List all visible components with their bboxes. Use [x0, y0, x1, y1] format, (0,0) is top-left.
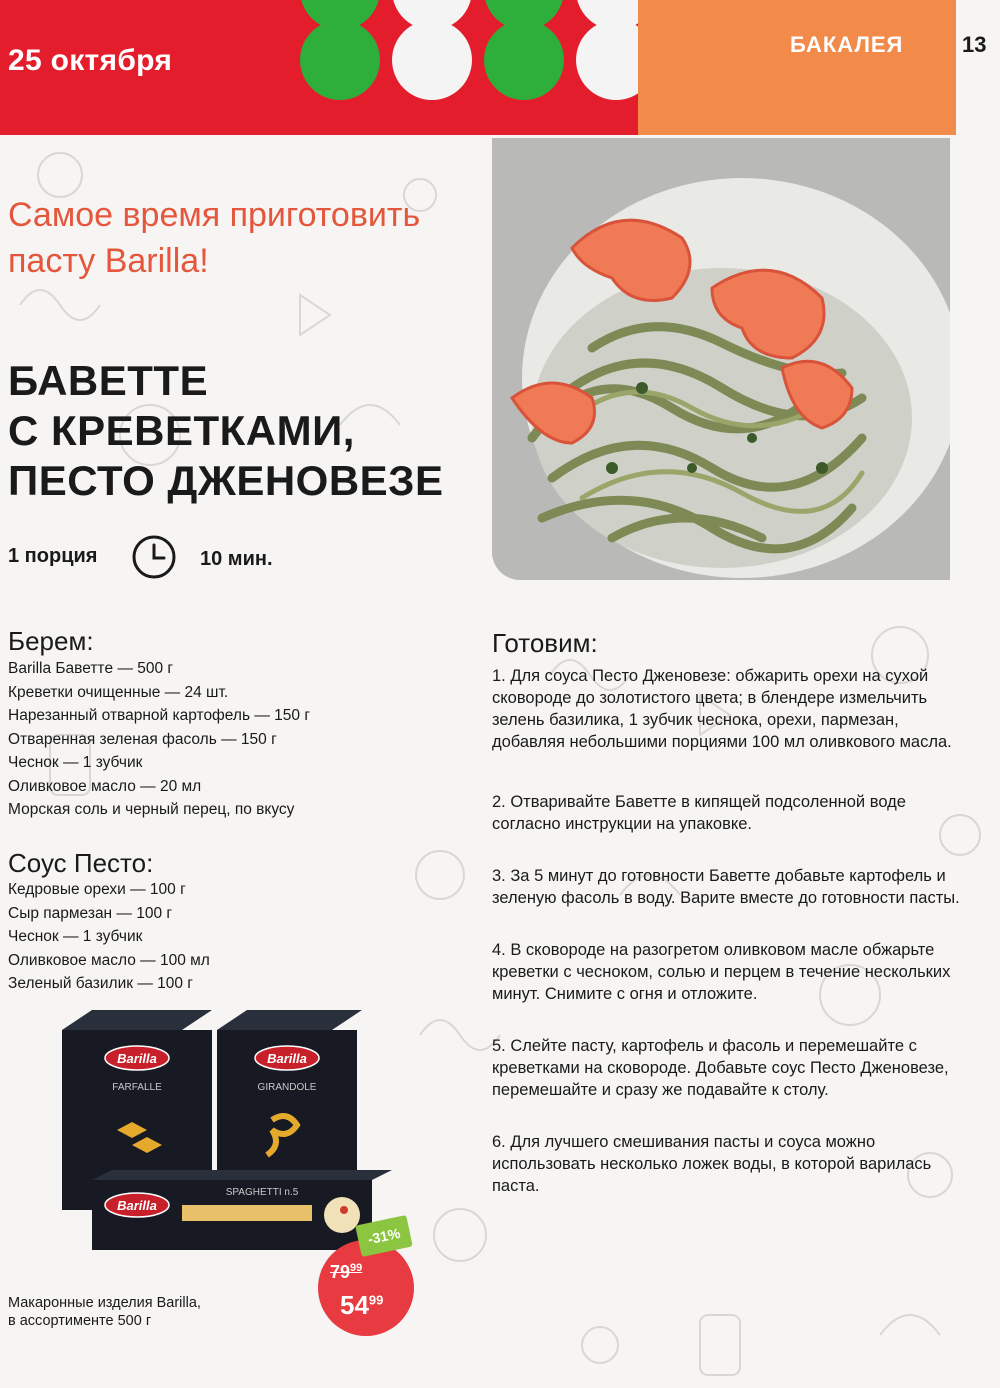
- old-price-cents: 99: [350, 1262, 363, 1274]
- box-brand: Barilla: [267, 1051, 307, 1066]
- box-name: SPAGHETTI n.5: [225, 1187, 299, 1198]
- tagline-line-2: пасту Barilla!: [8, 242, 209, 280]
- list-item: Креветки очищенные — 24 шт.: [8, 683, 229, 701]
- header-page-strip: [956, 0, 1000, 135]
- step-item: 1. Для соуса Песто Дженовезе: обжарить орехи на сухой сковороде до золотистого цвета; в блендере измельчить зелень базилика, 1 зубчик чеснока, орехи, пармезан, добавляя небольшими порциями 100 мл оливкового масла.: [492, 667, 952, 751]
- list-item: Кедровые орехи — 100 г: [8, 881, 186, 898]
- step-item: 5. Слейте пасту, картофель и фасоль и перемешайте с креветками на сковороде. Добавьте соус Песто Дженовезе, перемешайте и сразу же подавайте к столу.: [492, 1037, 949, 1099]
- list-item: Отваренная зеленая фасоль — 150 г: [8, 730, 277, 748]
- clock-icon: [130, 533, 178, 581]
- ingredients-list: [8, 657, 310, 822]
- recipe-title: [8, 356, 488, 506]
- product-caption: [8, 1294, 258, 1330]
- decor-circle: [576, 0, 638, 30]
- list-item: Чеснок — 1 зубчик: [8, 928, 143, 945]
- box-spaghetti: [92, 1170, 392, 1250]
- step-item: 3. За 5 минут до готовности Баветтe добавьте картофель и зеленую фасоль в воду. Варите вместе до готовности пасты.: [492, 867, 960, 907]
- decor-circle: [392, 20, 472, 100]
- page-number: 13: [962, 32, 987, 57]
- list-item: Чеснок — 1 зубчик: [8, 754, 143, 771]
- header-orange-band: [638, 0, 956, 135]
- caption-line-1: Макаронные изделия Barilla,: [8, 1295, 201, 1311]
- old-price: [330, 1262, 362, 1283]
- new-price-cents: 99: [368, 1292, 384, 1308]
- list-item: Морская соль и черный перец, по вкусу: [8, 801, 295, 818]
- old-price-whole: 79: [330, 1262, 351, 1282]
- ingredients-heading: Берем:: [8, 626, 94, 656]
- decor-circle: [484, 20, 564, 100]
- portion-count: 1 порция: [8, 545, 98, 567]
- box-name: FARFALLE: [112, 1082, 162, 1093]
- dish-photo: [492, 138, 950, 580]
- decor-circle: [300, 20, 380, 100]
- list-item: Нарезанный отварной картофель — 150 г: [8, 707, 310, 724]
- box-brand: Barilla: [117, 1051, 157, 1066]
- list-item: Оливковое масло — 100 мл: [8, 951, 210, 969]
- sauce-list: [8, 878, 210, 996]
- steps-list: [492, 665, 962, 1227]
- box-brand: Barilla: [117, 1198, 157, 1213]
- list-item: Сыр пармезан — 100 г: [8, 904, 173, 922]
- tagline: [8, 192, 488, 284]
- section-title: БАКАЛЕЯ: [790, 32, 904, 57]
- box-name: GIRANDOLE: [257, 1082, 317, 1093]
- product-image: [62, 1010, 402, 1270]
- header-red-band: [0, 0, 638, 135]
- step-item: 6. Для лучшего смешивания пасты и соуса можно использовать несколько ложек воды, в которой варилась паста.: [492, 1133, 932, 1195]
- new-price: [340, 1290, 383, 1321]
- list-item: Barilla Баветтe — 500 г: [8, 660, 174, 677]
- decor-circle: [576, 20, 638, 100]
- sauce-heading: Соус Песто:: [8, 848, 154, 878]
- caption-line-2: в ассортименте 500 г: [8, 1313, 152, 1329]
- step-item: 4. В сковороде на разогретом оливковом масле обжарьте креветки с чесноком, солью и перцем в течение нескольких минут. Снимите с огня и отложите.: [492, 941, 951, 1003]
- cooking-time: 10 мин.: [200, 548, 273, 570]
- discount-badge: -31%: [355, 1215, 413, 1257]
- steps-heading: Готовим:: [492, 628, 598, 658]
- step-item: 2. Отваривайте Баветтe в кипящей подсоленной воде согласно инструкции на упаковке.: [492, 793, 906, 833]
- recipe-title-line-2: С КРЕВЕТКАМИ,: [8, 407, 355, 454]
- recipe-title-line-1: БАВЕТТE: [8, 357, 209, 404]
- list-item: Оливковое масло — 20 мл: [8, 777, 202, 795]
- tagline-line-1: Самое время приготовить: [8, 196, 421, 234]
- issue-date: 25 октября: [8, 44, 173, 77]
- recipe-title-line-3: ПЕСТО ДЖЕНОВЕЗЕ: [8, 457, 444, 504]
- list-item: Зеленый базилик — 100 г: [8, 975, 193, 992]
- new-price-whole: 54: [340, 1290, 369, 1320]
